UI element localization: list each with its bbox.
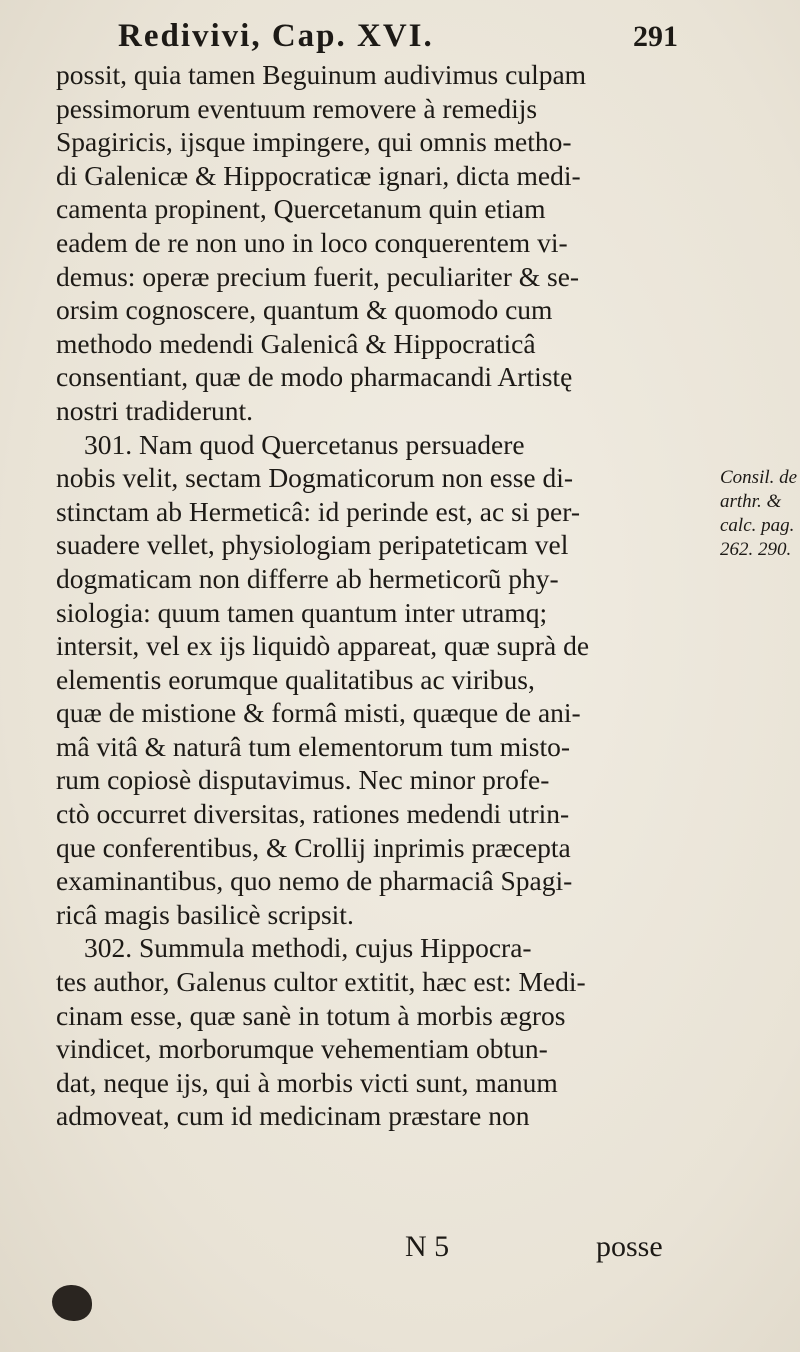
text-line: tes author, Galenus cultor extitit, hæc est: Medi- [56,966,586,998]
page-footer [0,1230,800,1266]
catchword: posse [596,1230,663,1263]
text-line: elementis eorumque qualitatibus ac viribus, [56,663,535,695]
text-line: 302. Summula methodi, cujus Hippocra- [84,932,532,964]
text-line: admoveat, cum id medicinam præstare non [56,1100,530,1132]
text-line: orsim cognoscere, quantum & quomodo cum [56,294,553,326]
text-line: 301. Nam quod Quercetanus persuadere [84,428,525,460]
text-line: methodo medendi Galenicâ & Hippocraticâ [56,327,536,359]
page-number: 291 [633,20,678,53]
text-line: que conferentibus, & Crollij inprimis præcepta [56,831,571,863]
text-line: intersit, vel ex ijs liquidò appareat, quæ suprà de [56,630,590,662]
margin-note-line: calc. pag. [720,515,795,536]
text-line: examinantibus, quo nemo de pharmaciâ Spagi- [56,865,573,897]
margin-note [720,466,800,562]
text-line: siologia: quum tamen quantum inter utramq; [56,596,548,628]
text-line: cinam esse, quæ sanè in totum à morbis ægros [56,999,566,1031]
text-line: suadere vellet, physiologiam peripateticam vel [56,529,569,561]
text-line: demus: operæ precium fuerit, peculiariter & se- [56,260,580,292]
text-line: ctò occurret diversitas, rationes medendi utrin- [56,798,570,830]
text-line: eadem de re non uno in loco conquerentem vi- [56,226,568,258]
text-line: stinctam ab Hermeticâ: id perinde est, ac si per- [56,495,581,527]
text-line: rum copiosè disputavimus. Nec minor profe- [56,764,550,796]
text-line: ricâ magis basilicè scripsit. [56,898,354,930]
text-line: di Galenicæ & Hippocraticæ ignari, dicta medi- [56,159,581,191]
running-title: Redivivi, Cap. XVI. [118,18,434,54]
signature-mark: N 5 [405,1230,450,1263]
ink-blot [52,1285,92,1321]
text-line: dat, neque ijs, qui à morbis victi sunt, manum [56,1066,558,1098]
text-line: vindicet, morborumque vehementiam obtun- [56,1033,548,1065]
text-line: dogmaticam non differre ab hermeticorũ phy- [56,562,559,594]
text-line: Spagiricis, ijsque impingere, qui omnis metho- [56,126,572,158]
margin-note-line: 262. 290. [720,539,792,560]
text-line: nobis velit, sectam Dogmaticorum non esse di- [56,462,574,494]
text-line: camenta propinent, Quercetanum quin etiam [56,193,546,225]
text-line: nostri tradiderunt. [56,394,254,426]
text-line: quæ de mistione & formâ misti, quæque de ani- [56,697,581,729]
text-line: consentiant, quæ de modo pharmacandi Artistę [56,361,573,393]
body-text [56,58,756,1133]
margin-note-line: arthr. & [720,491,782,512]
margin-note-line: Consil. de [720,467,798,488]
text-line: possit, quia tamen Beguinum audivimus culpam [56,59,587,90]
text-line: mâ vitâ & naturâ tum elementorum tum misto- [56,730,570,762]
text-line: pessimorum eventuum removere à remedijs [56,92,538,124]
